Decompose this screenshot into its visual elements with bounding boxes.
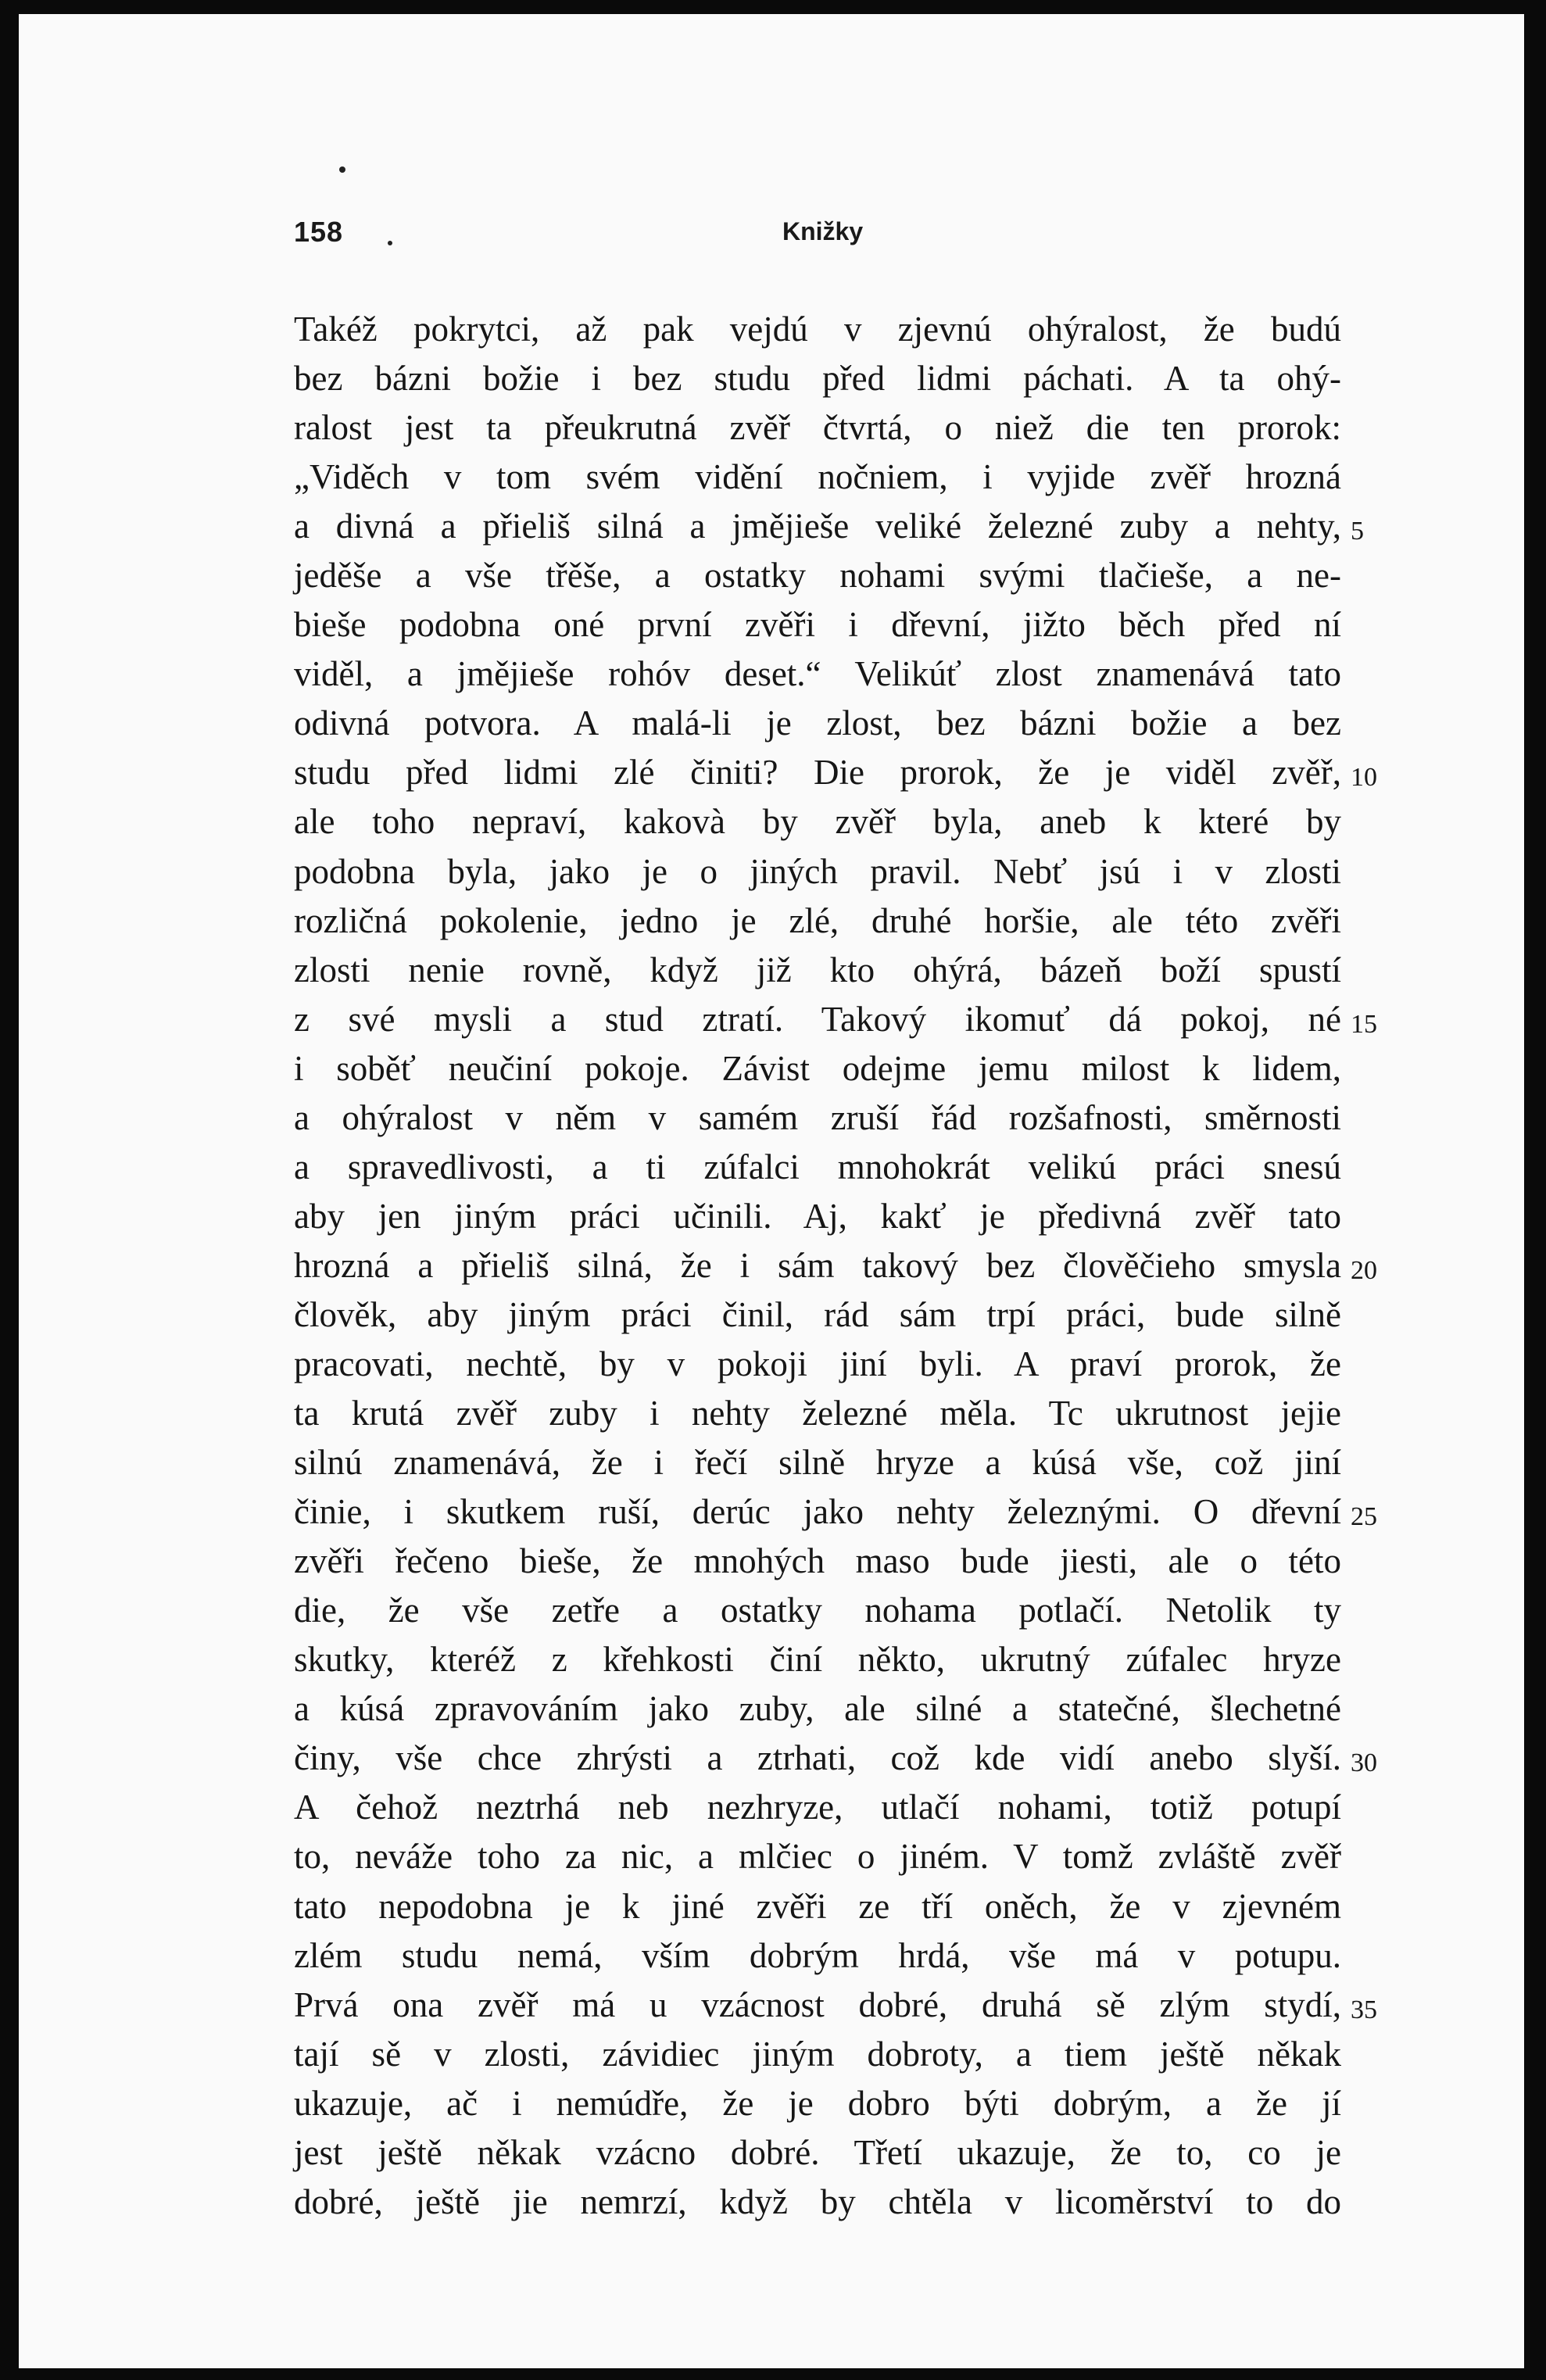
text-line [294, 2128, 1341, 2178]
text-line [294, 748, 1377, 797]
text-line [294, 1832, 1341, 1881]
text-line [294, 502, 1364, 551]
text-line [294, 847, 1341, 897]
body-text [294, 305, 1377, 2227]
text-line [294, 1192, 1341, 1241]
line-text: jeděše a vše třěše, a ostatky nohami svými tlačieše, a ne- [294, 556, 1341, 596]
text-line [294, 305, 1341, 354]
line-text: dobré, ještě jie nemrzí, když by chtěla v licoměrství to do [294, 2181, 1341, 2221]
text-line [294, 2178, 1341, 2227]
line-text: jest ještě někak vzácno dobré. Třetí ukazuje, že to, co je [294, 2132, 1341, 2172]
line-text: studu před lidmi zlé činiti? Die prorok, že je viděl zvěř, [294, 753, 1341, 793]
line-number: 25 [1351, 1502, 1377, 1532]
line-text: bez bázni božie i bez studu před lidmi páchati. A ta ohý- [294, 359, 1341, 399]
line-text: Takéž pokrytci, až pak vejdú v zjevnú ohýralost, že budú [294, 310, 1341, 349]
text-line [294, 1143, 1341, 1192]
text-line [294, 354, 1341, 403]
text-line [294, 1389, 1341, 1438]
line-text: a spravedlivosti, a ti zúfalci mnohokrát velikú práci snesú [294, 1147, 1341, 1186]
line-text: ta krutá zvěř zuby i nehty železné měla. Tc ukrutnost jejie [294, 1394, 1341, 1433]
book-page [19, 14, 1524, 2368]
line-text: a divná a přieliš silná a jmějieše veliké železné zuby a nehty, [294, 506, 1341, 546]
line-text: Prvá ona zvěř má u vzácnost dobré, druhá sě zlým stydí, [294, 1985, 1341, 2024]
text-line [294, 995, 1377, 1044]
line-text: pracovati, nechtě, by v pokoji jiní byli. A praví prorok, že [294, 1344, 1341, 1383]
text-line [294, 1340, 1341, 1389]
text-line [294, 1734, 1377, 1783]
text-line [294, 1684, 1341, 1734]
text-line [294, 1093, 1341, 1143]
page-number: 158 [294, 216, 344, 248]
line-text: činie, i skutkem ruší, derúc jako nehty železnými. O dřevní [294, 1492, 1341, 1532]
line-number: 5 [1351, 517, 1364, 546]
text-line [294, 1981, 1377, 2030]
text-line [294, 1438, 1341, 1487]
line-text: silnú znamenává, že i řečí silně hryze a kúsá vše, což jiní [294, 1443, 1341, 1483]
line-text: viděl, a jmějieše rohóv deset.“ Velikúť zlost znamenává tato [294, 654, 1341, 694]
line-number: 35 [1351, 1995, 1377, 2024]
line-text: to, neváže toho za nic, a mlčiec o jiném. V tomž zvláště zvěř [294, 1837, 1341, 1877]
line-text: rozličná pokolenie, jedno je zlé, druhé horšie, ale této zvěři [294, 900, 1341, 940]
line-text: odivná potvora. A malá-li je zlost, bez bázni božie a bez [294, 703, 1341, 743]
line-text: tato nepodobna je k jiné zvěři ze tří oněch, že v zjevném [294, 1886, 1341, 1926]
text-line [294, 699, 1341, 748]
text-line [294, 2030, 1341, 2079]
line-number: 30 [1351, 1748, 1377, 1778]
text-line [294, 551, 1341, 600]
text-line [294, 1044, 1341, 1093]
text-line [294, 2079, 1341, 2128]
text-line [294, 1241, 1377, 1290]
line-text: činy, vše chce zhrýsti a ztrhati, což kde vidí anebo slyší. [294, 1738, 1341, 1778]
line-text: skutky, kteréž z křehkosti činí někto, ukrutný zúfalec hryze [294, 1640, 1341, 1680]
line-text: i soběť neučiní pokoje. Závist odejme jemu milost k lidem, [294, 1048, 1341, 1088]
line-text: ukazuje, ač i nemúdře, že je dobro býti dobrým, a že jí [294, 2083, 1341, 2123]
line-text: tají sě v zlosti, závidiec jiným dobroty, a tiem ještě někak [294, 2034, 1341, 2074]
text-line [294, 1783, 1341, 1832]
line-text: zlosti nenie rovně, když již kto ohýrá, bázeň boží spustí [294, 950, 1341, 990]
text-line [294, 600, 1341, 650]
line-text: člověk, aby jiným práci činil, rád sám trpí práci, bude silně [294, 1294, 1341, 1334]
line-text: bieše podobna oné první zvěři i dřevní, jižto běch před ní [294, 605, 1341, 645]
line-text: ralost jest ta přeukrutná zvěř čtvrtá, o niež die ten prorok: [294, 408, 1341, 448]
line-number: 20 [1351, 1255, 1377, 1285]
text-line [294, 1586, 1341, 1635]
page-header [294, 216, 1316, 247]
text-line [294, 453, 1341, 502]
ink-speck [339, 166, 345, 173]
line-text: „Viděch v tom svém vidění nočniem, i vyjide zvěř hrozná [294, 457, 1341, 497]
text-line [294, 1487, 1377, 1537]
text-line [294, 403, 1341, 453]
line-text: zlém studu nemá, vším dobrým hrdá, vše má v potupu. [294, 1935, 1341, 1975]
line-number: 10 [1351, 763, 1377, 793]
line-text: podobna byla, jako je o jiných pravil. Nebť jsú i v zlosti [294, 851, 1341, 891]
running-title: Knižky [782, 217, 864, 245]
text-line [294, 650, 1341, 699]
line-text: a ohýralost v něm v samém zruší řád rozšafnosti, směrnosti [294, 1097, 1341, 1137]
text-line [294, 1635, 1341, 1684]
text-line [294, 1537, 1341, 1586]
line-text: A čehož neztrhá neb nezhryze, utlačí nohami, totiž potupí [294, 1788, 1341, 1827]
text-line [294, 946, 1341, 995]
text-line [294, 897, 1341, 946]
text-line [294, 1931, 1341, 1981]
line-text: ale toho nepraví, kakovà by zvěř byla, aneb k které by [294, 802, 1341, 842]
line-text: aby jen jiným práci učinili. Aj, kakť je předivná zvěř tato [294, 1196, 1341, 1236]
line-text: die, že vše zetře a ostatky nohama potlačí. Netolik ty [294, 1591, 1341, 1630]
line-text: a kúsá zpravováním jako zuby, ale silné a statečné, šlechetné [294, 1689, 1341, 1729]
line-text: zvěři řečeno bieše, že mnohých maso bude jiesti, ale o této [294, 1541, 1341, 1581]
line-number: 15 [1351, 1009, 1377, 1039]
line-text: z své mysli a stud ztratí. Takový ikomuť dá pokoj, né [294, 999, 1341, 1039]
text-line [294, 1290, 1341, 1340]
line-text: hrozná a přieliš silná, že i sám takový bez člověčieho smysla [294, 1245, 1341, 1285]
text-line [294, 1882, 1341, 1931]
text-line [294, 797, 1341, 846]
